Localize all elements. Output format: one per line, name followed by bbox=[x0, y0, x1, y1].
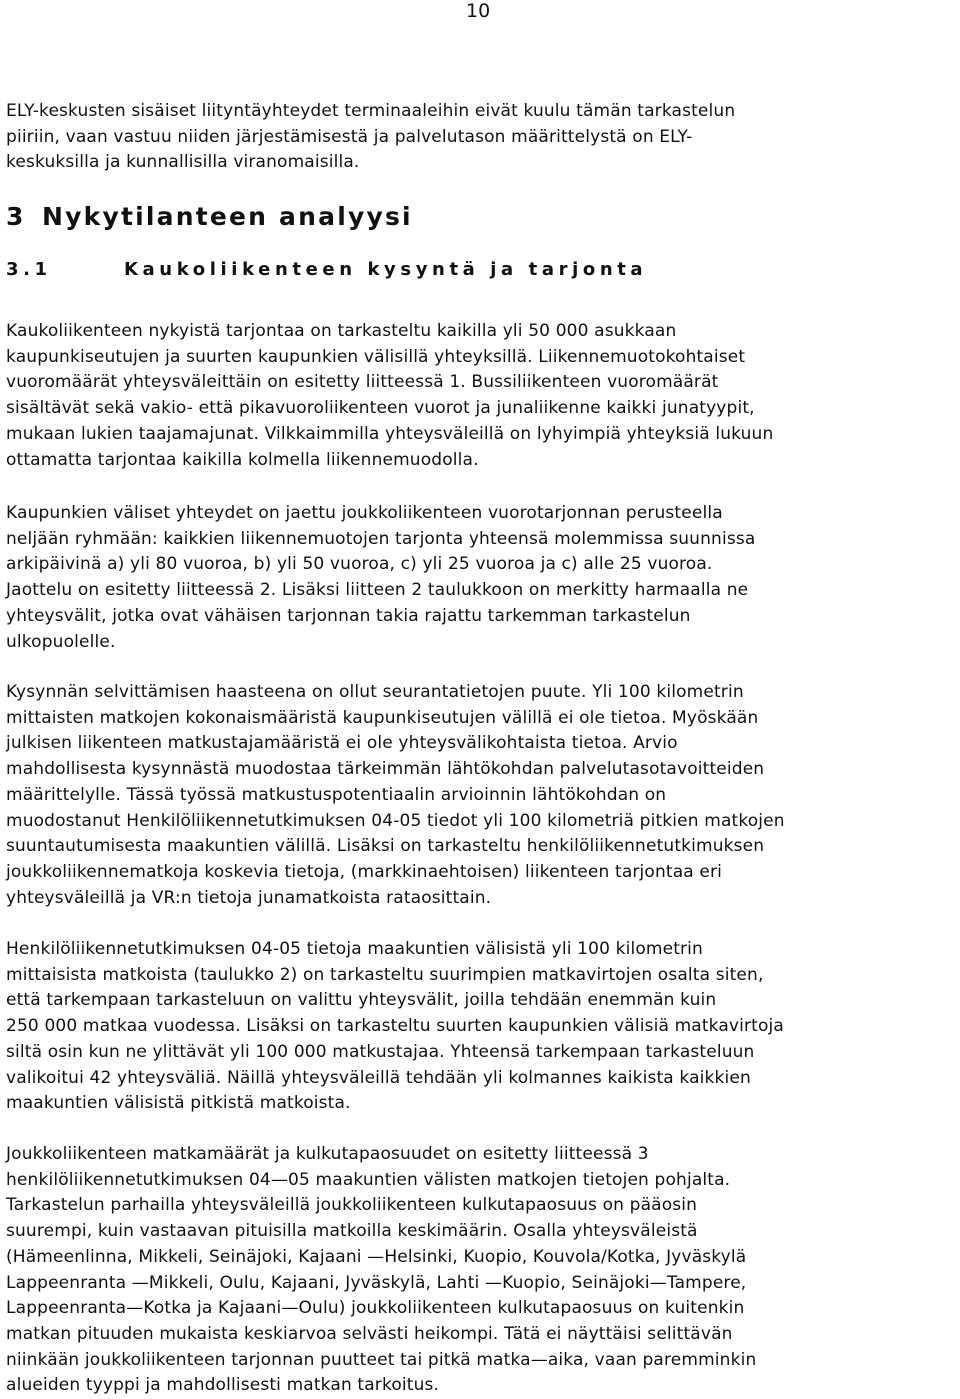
subsection-title: Kaukoliikenteen kysyntä ja tarjonta bbox=[124, 259, 648, 280]
subsection-number: 3.1 bbox=[6, 259, 52, 280]
paragraph-modal-share: Joukkoliikenteen matkamäärät ja kulkutapaosuudet on esitetty liitteessä 3 henkilöliikennetutkimuksen 04—05 maakuntien välisten matkojen tietojen pohjalta. Tarkastelun parhailla yhteysväleillä joukkoliikenteen kulkutapaosuus on pääosin suurempi, kuin vastaavan pituisilla matkoilla keskimäärin. Osalla yhteysväleistä (Hämeenlinna, Mikkeli, Seinäjoki, Kajaani —Helsinki, Kuopio, Kouvola/Kotka, Jyväskylä Lappeenranta —Mikkeli, Oulu, Kajaani, Jyväskylä, Lahti —Kuopio, Seinäjoki—Tampere, Lappeenranta—Kotka ja Kajaani—Oulu) joukkoliikenteen kulkutapaosuus on kuitenkin matkan pituuden mukaista keskiarvoa selvästi heikompi. Tätä ei näyttäisi selittävän niinkään joukkoliikenteen tarjonnan puutteet tai pitkä matka—aika, vaan paremminkin alueiden tyyppi ja mahdollisesti matkan tarkoitus. bbox=[6, 1144, 757, 1396]
subsection-heading bbox=[6, 257, 647, 283]
paragraph-supply: Kaukoliikenteen nykyistä tarjontaa on tarkasteltu kaikilla yli 50 000 asukkaan kaupunkiseutujen ja suurten kaupunkien välisillä yhteyksillä. Liikennemuotokohtaiset vuoromäärät yhteysväleittäin on esitetty liitteessä 1. Bussiliikenteen vuoromäärät sisältävät sekä vakio- että pikavuoroliikenteen vuorot ja junaliikenne kaikki junatyypit, mukaan lukien taajamajunat. Vilkkaimmilla yhteysväleillä on lyhyimpiä yhteyksiä lukuun ottamatta tarjontaa kaikilla kolmella liikennemuodolla. bbox=[6, 321, 774, 470]
paragraph-travel-survey: Henkilöliikennetutkimuksen 04-05 tietoja maakuntien välisistä yli 100 kilometrin mittaisista matkoista (taulukko 2) on tarkasteltu suurimpien matkavirtojen osalta siten, että tarkempaan tarkasteluun on valittu yhteysvälit, joilla tehdään enemmän kuin 250 000 matkaa vuodessa. Lisäksi on tarkasteltu suurten kaupunkien välisiä matkavirtoja siltä osin kun ne ylittävät yli 100 000 matkustajaa. Yhteensä tarkempaan tarkasteluun valikoitui 42 yhteysväliä. Näillä yhteysväleillä tehdään yli kolmannes kaikista kaikkien maakuntien välisistä pitkistä matkoista. bbox=[6, 939, 784, 1114]
section-title: Nykytilanteen analyysi bbox=[42, 202, 413, 231]
intro-paragraph: ELY-keskusten sisäiset liityntäyhteydet terminaaleihin eivät kuulu tämän tarkastelun piiriin, vaan vastuu niiden järjestämisestä ja palvelutason määrittelystä on ELY- keskuksilla ja kunnallisilla viranomaisilla. bbox=[6, 101, 736, 173]
page-number: 10 bbox=[466, 0, 491, 22]
section-number: 3 bbox=[6, 202, 26, 231]
paragraph-grouping: Kaupunkien väliset yhteydet on jaettu joukkoliikenteen vuorotarjonnan perusteella neljään ryhmään: kaikkien liikennemuotojen tarjonta yhteensä molemmissa suunnissa arkipäivinä a) yli 80 vuoroa, b) yli 50 vuoroa, c) yli 25 vuoroa ja c) alle 25 vuoroa. Jaottelu on esitetty liitteessä 2. Lisäksi liitteen 2 taulukkoon on merkitty harmaalla ne yhteysvälit, jotka ovat vähäisen tarjonnan takia rajattu tarkemman tarkastelun ulkopuolelle. bbox=[6, 503, 756, 652]
paragraph-demand: Kysynnän selvittämisen haasteena on ollut seurantatietojen puute. Yli 100 kilometrin mittaisten matkojen kokonaismääristä kaupunkiseutujen välillä ei ole tietoa. Myöskään julkisen liikenteen matkustajamääristä ei ole yhteysvälikohtaista tietoa. Arvio mahdollisesta kysynnästä muodostaa tärkeimmän lähtökohdan palvelutasotavoitteiden määrittelylle. Tässä työssä matkustuspotentiaalin arvioinnin lähtökohdan on muodostanut Henkilöliikennetutkimuksen 04-05 tiedot yli 100 kilometriä pitkien matkojen suuntautumisesta maakuntien välillä. Lisäksi on tarkasteltu henkilöliikennetutkimuksen joukkoliikennematkoja koskevia tietoja, (markkinaehtoisen) liikenteen tarjontaa eri yhteysväleillä ja VR:n tietoja junamatkoista rataosittain. bbox=[6, 682, 785, 908]
section-heading bbox=[6, 201, 413, 233]
